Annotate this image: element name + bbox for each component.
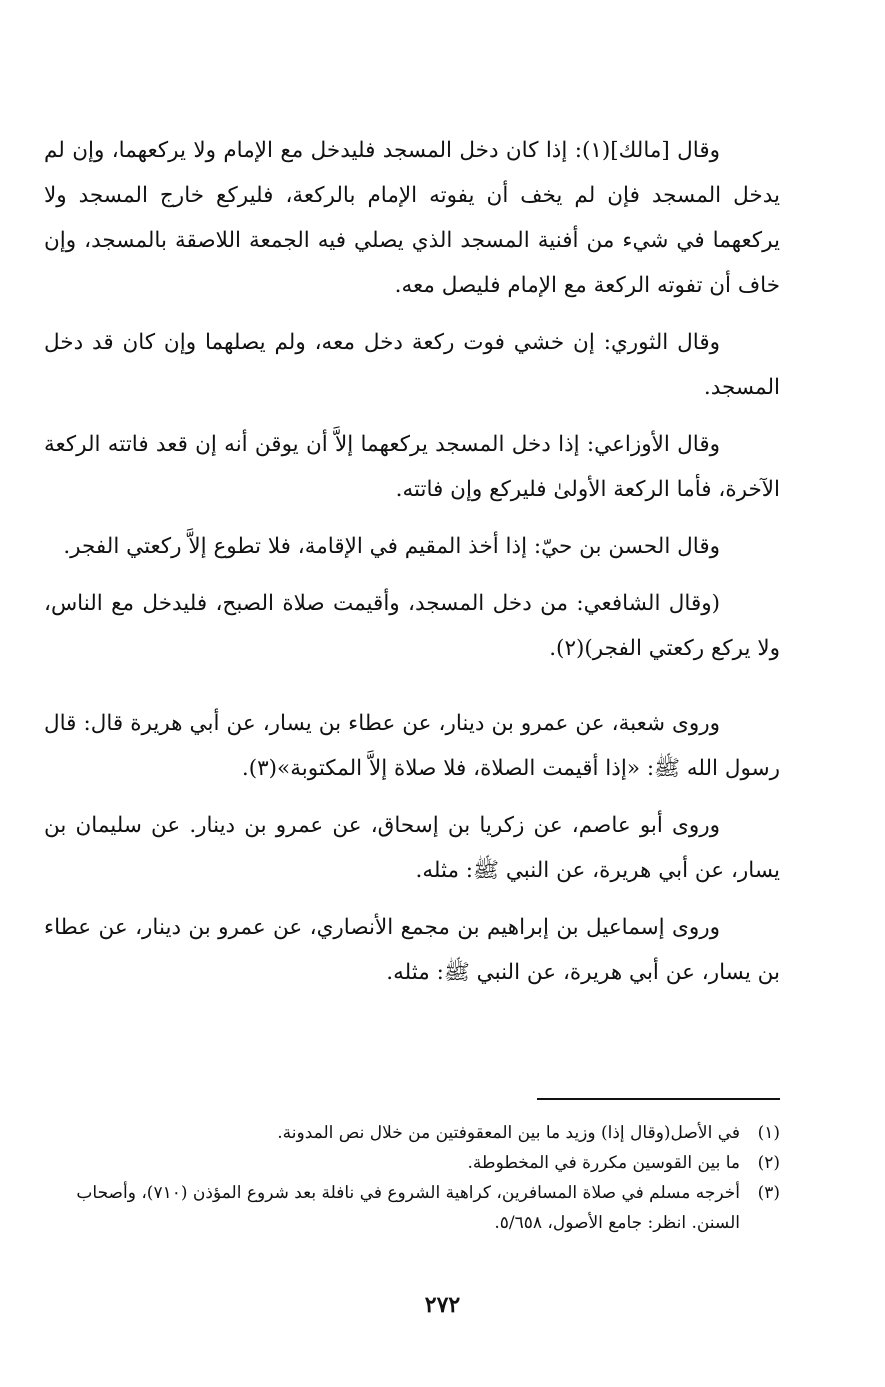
footnote <box>44 1148 780 1178</box>
paragraph-awzai: وقال الأوزاعي: إذا دخل المسجد يركعهما إلاَّ أن يوقن أنه إن قعد فاتته الركعة الآخرة، فأما الركعة الأولىٰ فليركع وإن فاتته. <box>44 432 780 502</box>
paragraph-shafii: (وقال الشافعي: من دخل المسجد، وأقيمت صلاة الصبح، فليدخل مع الناس، ولا يركع ركعتي الفجر)(٢). <box>44 591 780 661</box>
paragraph-thawri: وقال الثوري: إن خشي فوت ركعة دخل معه، ولم يصلهما وإن كان قد دخل المسجد. <box>44 330 780 400</box>
footnotes <box>44 1118 780 1238</box>
page-body <box>44 128 780 995</box>
footnote-number: (٢) <box>757 1153 780 1173</box>
footnote-text: في الأصل(وقال إذا) وزيد ما بين المعقوفتين من خلال نص المدونة. <box>277 1123 740 1143</box>
paragraph-ismail: وروى إسماعيل بن إبراهيم بن مجمع الأنصاري، عن عمرو بن دينار، عن عطاء بن يسار، عن أبي هريرة، عن النبي ﷺ: مثله. <box>44 915 780 985</box>
paragraph-shuba: وروى شعبة، عن عمرو بن دينار، عن عطاء بن يسار، عن أبي هريرة قال: قال رسول الله ﷺ: «إذا أقيمت الصلاة، فلا صلاة إلاَّ المكتوبة»(٣). <box>44 711 780 781</box>
footnote-number: (١) <box>757 1123 780 1143</box>
footnote <box>44 1178 780 1238</box>
paragraph-malik: وقال [مالك](١): إذا كان دخل المسجد فليدخل مع الإمام ولا يركعهما، وإن لم يدخل المسجد فإن لم يخف أن يفوته الإمام بالركعة، فليركع خارج المسجد ولا يركعهما في شيء من أفنية المسجد الذي يصلي فيه الجمعة اللاصقة بالمسجد، وإن خاف أن تفوته الركعة مع الإمام فليصل معه. <box>44 138 780 298</box>
page-number: ٢٧٢ <box>424 1292 461 1318</box>
footnote-text: ما بين القوسين مكررة في المخطوطة. <box>467 1153 740 1173</box>
paragraph-hasan: وقال الحسن بن حيّ: إذا أخذ المقيم في الإقامة، فلا تطوع إلاَّ ركعتي الفجر. <box>63 534 720 559</box>
footnote-divider <box>537 1098 780 1100</box>
footnote-text: أخرجه مسلم في صلاة المسافرين، كراهية الشروع في نافلة بعد شروع المؤذن (٧١٠)، وأصحاب السنن. انظر: جامع الأصول، ٥/٦٥٨. <box>76 1183 740 1233</box>
footnote <box>44 1118 780 1148</box>
footnote-number: (٣) <box>757 1183 780 1203</box>
paragraph-abu-asim: وروى أبو عاصم، عن زكريا بن إسحاق، عن عمرو بن دينار. عن سليمان بن يسار، عن أبي هريرة، عن النبي ﷺ: مثله. <box>44 813 780 883</box>
